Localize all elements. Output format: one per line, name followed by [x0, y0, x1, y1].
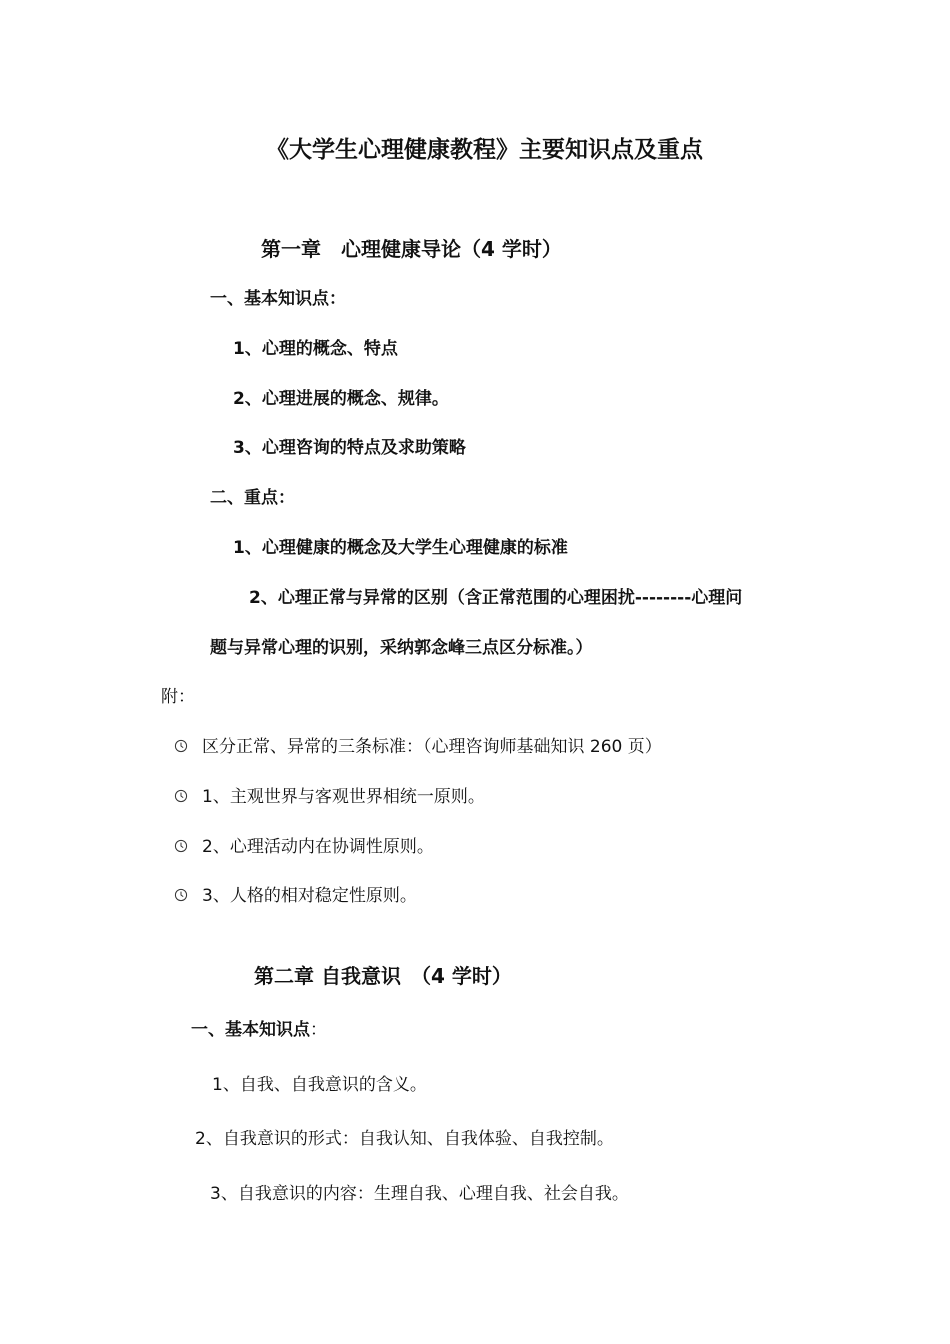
appendix-item [174, 888, 417, 905]
clock-icon [174, 739, 188, 753]
chapter1-key-point-continued: 题与异常心理的识别，采纳郭念峰三点区分标准。） [210, 638, 593, 658]
chapter2-heading: 第二章 自我意识 （4 学时） [254, 964, 512, 988]
appendix-label: 附： [161, 687, 195, 707]
chapter2-knowledge-item: 2、自我意识的形式：自我认知、自我体验、自我控制。 [195, 1129, 614, 1149]
chapter1-key-point: 1、心理健康的概念及大学生心理健康的标准 [233, 538, 568, 558]
chapter1-section1-heading: 一、基本知识点： [210, 289, 346, 309]
document-title: 《大学生心理健康教程》主要知识点及重点 [266, 137, 703, 163]
appendix-item-text: 2、心理活动内在协调性原则。 [202, 837, 434, 857]
chapter2-knowledge-item: 1、自我、自我意识的含义。 [212, 1075, 427, 1095]
appendix-item-text: 1、主观世界与客观世界相统一原则。 [202, 787, 485, 807]
chapter1-key-point: 2、心理正常与异常的区别（含正常范围的心理困扰--------心理问 [249, 588, 743, 608]
appendix-item [174, 789, 485, 806]
chapter2-section1-heading [191, 1022, 327, 1039]
chapter2-section1-heading-colon: ： [310, 1020, 327, 1040]
chapter2-knowledge-item: 3、自我意识的内容：生理自我、心理自我、社会自我。 [210, 1184, 629, 1204]
appendix-item [174, 739, 662, 756]
chapter1-knowledge-item: 1、心理的概念、特点 [233, 339, 398, 359]
clock-icon [174, 888, 188, 902]
chapter1-heading: 第一章 心理健康导论（4 学时） [261, 237, 562, 261]
chapter1-knowledge-item: 3、心理咨询的特点及求助策略 [233, 438, 466, 458]
clock-icon [174, 789, 188, 803]
chapter1-knowledge-item: 2、心理进展的概念、规律。 [233, 389, 449, 409]
appendix-item [174, 839, 434, 856]
clock-icon [174, 839, 188, 853]
chapter2-section1-heading-text: 一、基本知识点 [191, 1020, 310, 1040]
appendix-item-text: 区分正常、异常的三条标准：（心理咨询师基础知识 260 页） [202, 737, 662, 757]
appendix-item-text: 3、人格的相对稳定性原则。 [202, 886, 417, 906]
chapter1-section2-heading: 二、重点： [210, 488, 295, 508]
